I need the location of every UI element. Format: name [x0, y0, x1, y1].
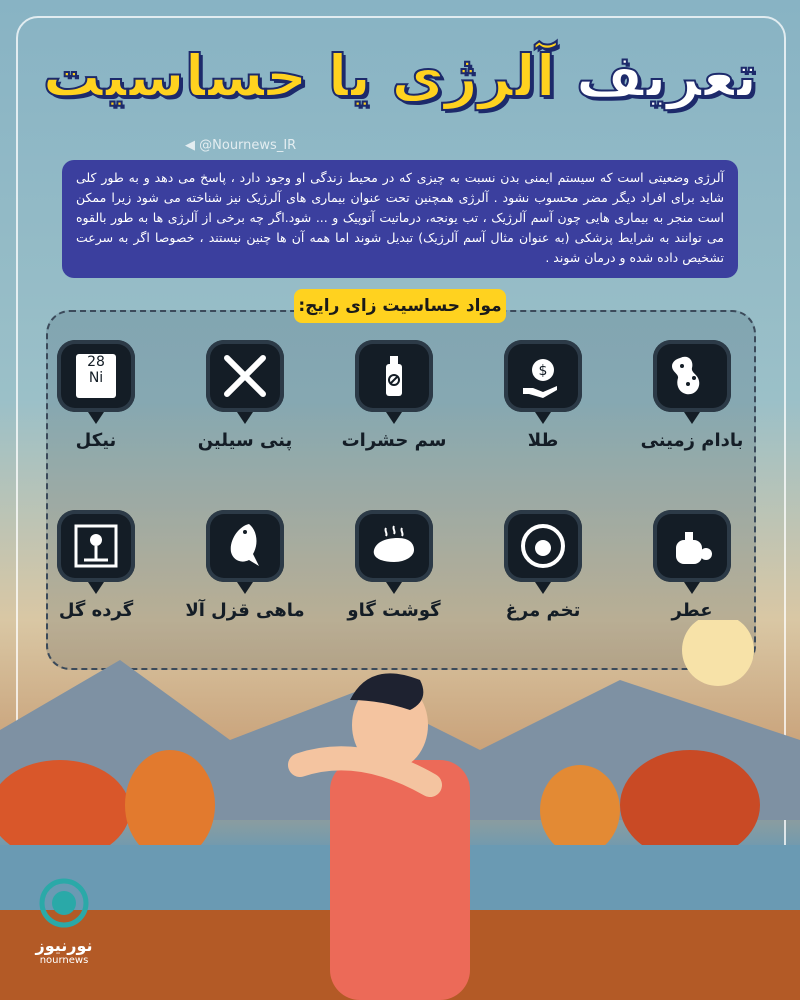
allergen-label: گرده گل — [58, 600, 134, 621]
peanut-icon — [653, 340, 731, 412]
title-word-sensitivity: یا حساسیت — [42, 42, 372, 110]
egg-icon — [504, 510, 582, 582]
perfume-icon — [653, 510, 731, 582]
allergen-label: عطر — [671, 600, 713, 621]
logo-mark-icon — [34, 878, 94, 928]
telegram-icon: ◀ — [185, 138, 195, 153]
insect-spray-icon — [355, 340, 433, 412]
autumn-lake-scene — [0, 620, 800, 1000]
sun-icon — [682, 620, 754, 686]
title-word-allergy: آلرژی — [391, 42, 556, 110]
nickel-element-icon — [57, 340, 135, 412]
logo-text-en: nournews — [39, 955, 89, 966]
allergen-label: پنی سیلین — [197, 430, 293, 451]
logo-text-fa: نورنیوز — [35, 936, 93, 955]
allergen-item-pollen — [31, 510, 161, 621]
allergen-item-trout — [180, 510, 310, 621]
title-word-definition: تعریف — [575, 42, 758, 110]
gold-icon — [504, 340, 582, 412]
element-symbol: Ni — [88, 370, 104, 386]
allergen-label: بادام زمینی — [640, 430, 744, 451]
tree-shape — [540, 765, 620, 855]
section-label: مواد حساسیت زای رایج: — [294, 289, 506, 323]
allergen-item-peanut — [627, 340, 757, 451]
tree-shape — [125, 750, 215, 860]
syringe-pill-icon — [206, 340, 284, 412]
beef-icon — [355, 510, 433, 582]
allergen-label: طلا — [527, 430, 559, 451]
allergen-label: نیکل — [75, 430, 117, 451]
trout-fish-icon — [206, 510, 284, 582]
allergen-item-beef — [329, 510, 459, 621]
pollen-flower-icon — [57, 510, 135, 582]
allergen-item-egg — [478, 510, 608, 621]
allergen-label: تخم مرغ — [505, 600, 581, 621]
page-title — [0, 42, 800, 110]
allergen-label: سم حشرات — [341, 430, 447, 451]
allergen-item-nickel — [31, 340, 161, 451]
allergen-label: گوشت گاو — [347, 600, 441, 621]
element-number: 28 — [87, 354, 105, 370]
allergen-item-perfume — [627, 510, 757, 621]
svg-text:$: $ — [538, 363, 548, 379]
allergen-item-gold — [478, 340, 608, 451]
nournews-logo — [34, 878, 94, 966]
description-box: آلرژی وضعیتی است که سیستم ایمنی بدن نسبت به چیزی که در محیط زندگی او وجود دارد ، پاسخ می دهد و به طور کلی شاید برای افراد دیگر مضر محسوب نشود . آلرژی همچنین تحت عنوان بیماری های آلرژیک نیز شناخته می شود زیرا ممکن است منجر به بیماری هایی چون آسم آلرژیک ، تب یونجه، درماتیت آتوپیک و ... شود.اگر چه برخی از آلرژی ها به طور بالقوه می توانند به شرایط پزشکی (به عنوان مثال آسم آلرژیک) تبدیل شوند اما همه آن ها چنین نیستند ، خصوصا اگر به سرعت تشخیص داده شده و درمان شوند . — [62, 160, 738, 278]
tree-shape — [620, 750, 760, 860]
allergen-label: ماهی قزل آلا — [185, 600, 305, 621]
allergen-item-insect-venom — [329, 340, 459, 451]
telegram-watermark: ◀ @Nournews_IR — [185, 138, 297, 153]
allergen-item-penicillin — [180, 340, 310, 451]
